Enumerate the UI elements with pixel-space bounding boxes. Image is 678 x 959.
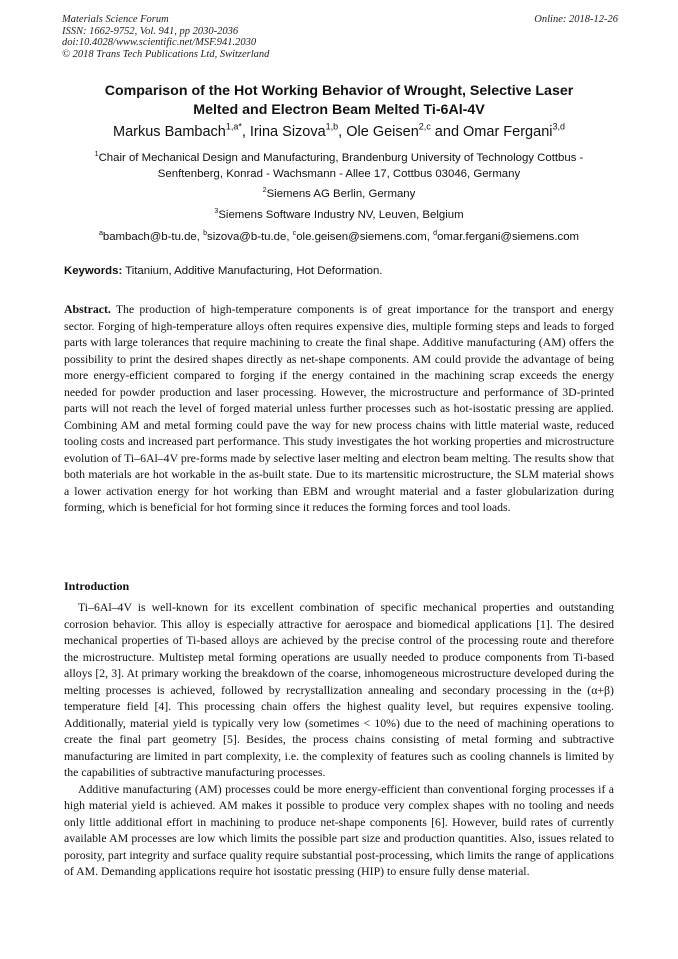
affiliation-text: Chair of Mechanical Design and Manufacturing, Brandenburg University of Technology Cottbus - — [98, 152, 584, 164]
keywords-text: Titanium, Additive Manufacturing, Hot Deformation. — [125, 265, 383, 277]
author-name: Irina Sizova — [249, 124, 326, 140]
journal-doi: doi:10.4028/www.scientific.net/MSF.941.2030 — [62, 37, 257, 48]
keywords-label: Keywords: — [64, 265, 123, 277]
paragraph: Additive manufacturing (AM) processes could be more energy-efficient than conventional forging processes if a high material yield is achieved. AM makes it possible to produce very complex shapes with no tooling and needs only little additional effort in machining to produce net-shape components [6]. However, build rates of currently available AM processes are low which limits the possible part size and production quantities. Also, issues related to porosity, part integrity and surface quality require substantial post-processing, which limits the range of applications of AM. Demanding applications require hot isostatic pressing (HIP) to ensure fully dense material. — [64, 781, 614, 878]
email-link[interactable]: omar.fergani@siemens.com — [437, 231, 580, 243]
abstract-text: The production of high-temperature components is of great importance for the transport and energy sector. Forging of high-temperature alloys often requires expensive dies, multiple forming steps and leads to forged parts with large tolerances that require machining to create the final shape. Additive manufacturing (AM) offers the possibility to print the desired shapes directly as net-shape components. AM could provide the advantage of being more energy-efficient compared to forging if the energy contained in the machining scrap exceeds the energy needed for powder production and laser processing. However, the microstructure and performance of 3D-printed parts will not reach the level of forged material unless further processes such as hot-isostatic pressing are applied. Combining AM and metal forming could pave the way for new process chains with little material waste, reduced tooling costs and increased part performance. This study investigates the hot working properties and microstructure evolution of Ti–6Al–4V pre-forms made by selective laser melting and electron beam melting. The results show that both materials are hot workable in the as-built state. Due to its martensitic microstructure, the SLM material shows a lower activation energy for hot working than EBM and wrought material and a faster globularization during forming, which is beneficial for hot forming since it reduces the forming forces and tool loads. — [64, 302, 614, 514]
email-mark: b — [203, 230, 208, 238]
author-affiliation-mark: 2,c — [418, 121, 431, 132]
paper-title-line-1: Comparison of the Hot Working Behavior of Wrought, Selective Laser — [104, 83, 574, 99]
author-name: Markus Bambach — [113, 124, 226, 140]
email-mark: a — [98, 230, 103, 238]
author-list: Markus Bambach$^{1,a*}$, Irina Sizova$^{1,b}$, Ole Geisen$^{2,c}$ and Omar Fergani$^{3,d}$ — [113, 121, 565, 140]
author-name: Ole Geisen — [346, 124, 419, 140]
email-mark: c — [292, 230, 297, 238]
journal-issn: ISSN: 1662-9752, Vol. 941, pp 2030-2036 — [62, 25, 239, 37]
email-link[interactable]: bambach@b-tu.de — [102, 231, 197, 243]
affiliation-1 — [50, 150, 628, 182]
author-affiliation-mark: 1,a* — [225, 121, 242, 132]
paper-title-line-2: Melted and Electron Beam Melted Ti-6Al-4V — [193, 102, 485, 118]
email-mark: d — [433, 230, 438, 238]
affiliation-mark: 1 — [94, 151, 99, 159]
affiliation-mark: 3 — [214, 208, 219, 216]
paragraph: Ti–6Al–4V is well-known for its excellent combination of specific mechanical properties and outstanding corrosion behavior. This alloy is especially attractive for aerospace and biomedical applications [1]. The desired mechanical properties of Ti-based alloys are achieved by the precise control of the processing route and therefore the microstructure. Multistep metal forming operations are usually needed to produce components from Ti-based alloys [2, 3]. At primary working the breakdown of the coarse, inhomogeneous microstructure developed during the melting processes is achieved, followed by recrystallization annealing and secondary processing in the (α+β) temperature field [4]. This processing chain offers the highest quality level, but requires expensive tooling. Additionally, material yield is typically very low (sometimes < 10%) due to the need of machining operations to create the final part geometry [5]. Besides, the process chains consisting of metal forming and subtractive manufacturing are limited in part complexity, i.e. the complexity of features such as cooling channels is limited by the capabilities of subtractive manufacturing processes. — [64, 600, 614, 779]
affiliation-3 — [50, 207, 628, 223]
author-affiliation-mark: 1,b — [325, 121, 339, 132]
online-date: Online: 2018-12-26 — [534, 14, 618, 25]
affiliation-text: Siemens Software Industry NV, Leuven, Belgium — [218, 209, 464, 221]
journal-header — [62, 14, 618, 60]
affiliation-text: Senftenberg, Konrad - Wachsmann - Allee 17, Cottbus 03046, Germany — [157, 168, 521, 180]
email-link[interactable]: ole.geisen@siemens.com — [296, 231, 427, 243]
affiliation-2 — [50, 186, 628, 202]
introduction-body — [64, 599, 614, 880]
journal-name: Materials Science Forum — [62, 14, 169, 25]
section-heading-introduction: Introduction — [64, 579, 130, 593]
keywords — [64, 263, 620, 279]
abstract-label: Abstract. — [64, 302, 111, 316]
email-list: $^a$bambach@b-tu.de, $^b$sizova@b-tu.de, $^c$ole.geisen@siemens.com, $^d$omar.fergani@siemens.com — [98, 230, 580, 243]
author-name: Omar Fergani — [463, 124, 553, 140]
abstract — [64, 301, 614, 516]
affiliation-text: Siemens AG Berlin, Germany — [266, 188, 416, 200]
email-link[interactable]: sizova@b-tu.de — [207, 231, 287, 243]
paper-title — [40, 82, 638, 120]
journal-copyright: © 2018 Trans Tech Publications Ltd, Switzerland — [62, 48, 270, 60]
author-affiliation-mark: 3,d — [552, 121, 565, 132]
affiliation-mark: 2 — [262, 187, 267, 195]
